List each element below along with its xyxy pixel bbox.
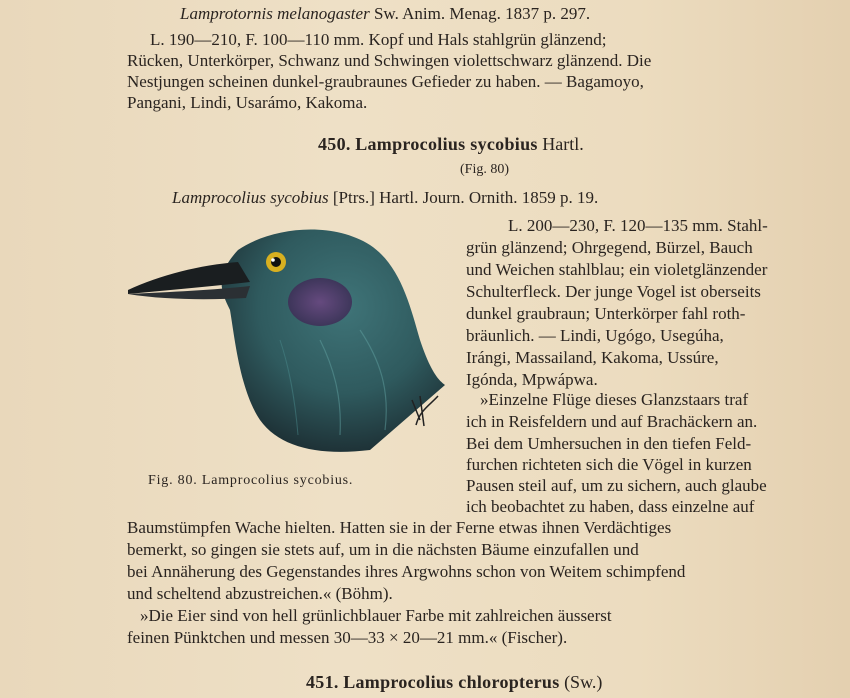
species-451-number: 451. [306, 672, 339, 692]
quote-side-line-4: furchen richteten sich die Vögel in kurzen [466, 455, 752, 474]
eggs-line-1: »Die Eier sind von hell grünlichblauer Farbe mit zahlreichen äusserst [140, 606, 612, 625]
desc-line-3: und Weichen stahlblau; ein violetglänzender [466, 260, 768, 279]
para1-line-2: Rücken, Unterkörper, Schwanz und Schwingen violettschwarz glänzend. Die [127, 51, 652, 70]
quote-side-line-5: Pausen steil auf, um zu sichern, auch glaube [466, 476, 767, 495]
species-450-name: Lamprocolius sycobius [355, 134, 538, 154]
top-reference-citation: Sw. Anim. Menag. 1837 p. 297. [369, 4, 591, 23]
quote-full-line-1: Baumstümpfen Wache hielten. Hatten sie in der Ferne etwas ihnen Verdächtiges [127, 518, 672, 537]
starling-head-illustration [120, 220, 450, 460]
top-reference-species: Lamprotornis melanogaster [180, 4, 370, 23]
desc-line-8: Igónda, Mpwápwa. [466, 370, 598, 389]
fig-ref: (Fig. 80) [460, 162, 509, 177]
para1-line-4: Pangani, Lindi, Usarámo, Kakoma. [127, 93, 368, 112]
species-451-name: Lamprocolius chloropterus [343, 672, 560, 692]
species-451-author: (Sw.) [559, 672, 603, 692]
quote-full-line-3: bei Annäherung des Gegenstandes ihres Argwohns schon von Weitem schimpfend [127, 562, 686, 581]
species-450-ref-species: Lamprocolius sycobius [172, 188, 329, 207]
species-451-heading [306, 671, 602, 693]
desc-line-4: Schulterfleck. Der junge Vogel ist oberseits [466, 282, 761, 301]
desc-line-6: bräunlich. — Lindi, Ugógo, Usegúha, [466, 326, 724, 345]
species-450-author: Hartl. [537, 134, 584, 154]
species-450-ref-citation: [Ptrs.] Hartl. Journ. Ornith. 1859 p. 19. [328, 188, 599, 207]
desc-line-2: grün glänzend; Ohrgegend, Bürzel, Bauch [466, 238, 753, 257]
quote-side-line-3: Bei dem Umhersuchen in den tiefen Feld- [466, 434, 752, 453]
quote-full-line-2: bemerkt, so gingen sie stets auf, um in die nächsten Bäume einzufallen und [127, 540, 639, 559]
species-450-reference [172, 188, 598, 208]
desc-line-1: L. 200—230, F. 120—135 mm. Stahl- [508, 216, 768, 235]
para1-line-1: L. 190—210, F. 100—110 mm. Kopf und Hals stahlgrün glänzend; [150, 30, 607, 49]
top-reference [180, 4, 590, 24]
quote-side-line-6: ich beobachtet zu haben, dass einzelne auf [466, 497, 755, 516]
quote-side-line-2: ich in Reisfeldern und auf Brachäckern an. [466, 412, 758, 431]
quote-full-line-4: und scheltend abzustreichen.« (Böhm). [127, 584, 393, 603]
figure-caption: Fig. 80. Lamprocolius sycobius. [148, 473, 354, 488]
species-450-number: 450. [318, 134, 351, 154]
desc-line-5: dunkel graubraun; Unterkörper fahl roth- [466, 304, 746, 323]
quote-side-line-1: »Einzelne Flüge dieses Glanzstaars traf [480, 390, 749, 409]
species-450-heading [318, 133, 584, 155]
eggs-line-2: feinen Pünktchen und messen 30—33 × 20—21 mm.« (Fischer). [127, 628, 568, 647]
desc-line-7: Irángi, Massailand, Kakoma, Ussúre, [466, 348, 719, 367]
para1-line-3: Nestjungen scheinen dunkel-graubraunes Gefieder zu haben. — Bagamoyo, [127, 72, 644, 91]
